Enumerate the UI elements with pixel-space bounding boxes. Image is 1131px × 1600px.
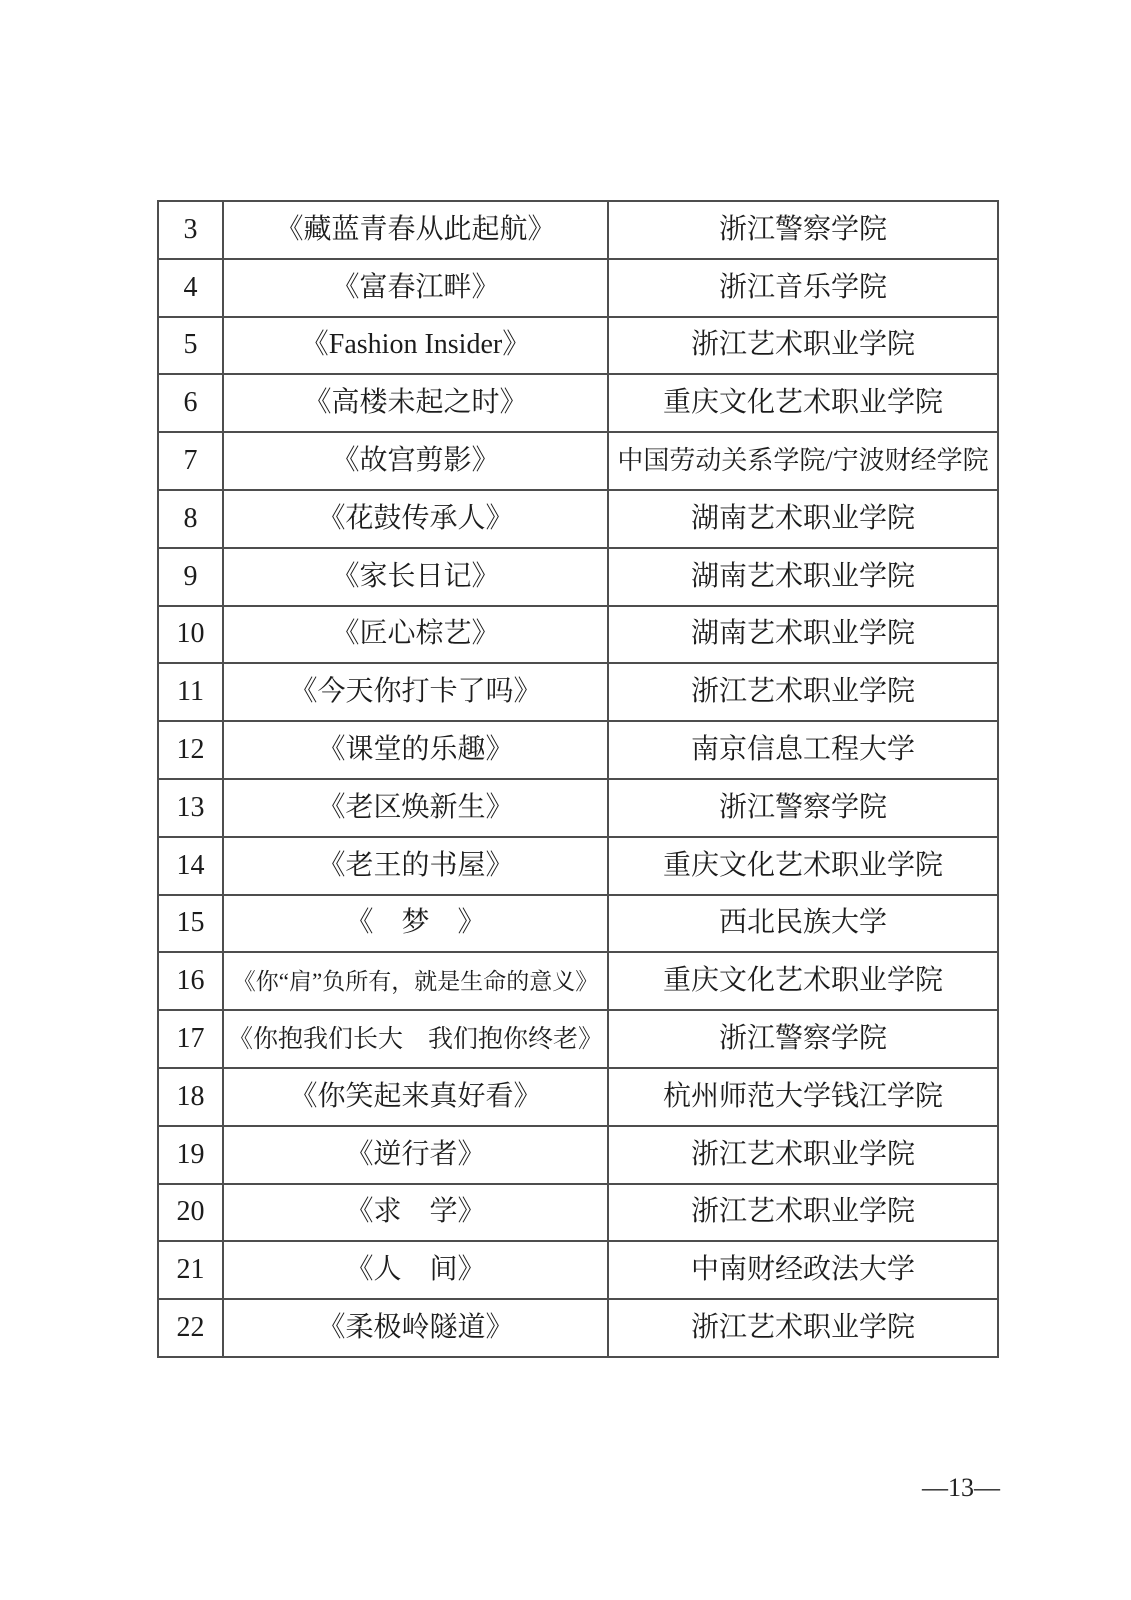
row-number-cell: 22 (158, 1299, 223, 1357)
row-number-cell: 8 (158, 490, 223, 548)
award-table (157, 200, 999, 1358)
table-row (158, 895, 998, 953)
work-title-cell: 《你笑起来真好看》 (223, 1068, 608, 1126)
school-cell: 浙江警察学院 (608, 779, 998, 837)
work-title-cell: 《课堂的乐趣》 (223, 721, 608, 779)
work-title-cell: 《高楼未起之时》 (223, 374, 608, 432)
row-number-cell: 10 (158, 606, 223, 664)
school-cell: 浙江音乐学院 (608, 259, 998, 317)
school-cell: 中国劳动关系学院/宁波财经学院 (608, 432, 998, 490)
row-number-cell: 17 (158, 1010, 223, 1068)
row-number-cell: 18 (158, 1068, 223, 1126)
school-cell: 湖南艺术职业学院 (608, 548, 998, 606)
row-number-cell: 15 (158, 895, 223, 953)
table-row (158, 1010, 998, 1068)
row-number-cell: 11 (158, 663, 223, 721)
table-row (158, 1068, 998, 1126)
table-row (158, 606, 998, 664)
work-title-cell: 《Fashion Insider》 (223, 317, 608, 375)
row-number-cell: 20 (158, 1184, 223, 1242)
row-number-cell: 3 (158, 201, 223, 259)
work-title-cell: 《藏蓝青春从此起航》 (223, 201, 608, 259)
work-title-cell: 《故宫剪影》 (223, 432, 608, 490)
table-row (158, 432, 998, 490)
table-row (158, 548, 998, 606)
work-title-cell: 《今天你打卡了吗》 (223, 663, 608, 721)
work-title-cell: 《求 学》 (223, 1184, 608, 1242)
row-number-cell: 9 (158, 548, 223, 606)
row-number-cell: 6 (158, 374, 223, 432)
school-cell: 重庆文化艺术职业学院 (608, 374, 998, 432)
work-title-cell: 《花鼓传承人》 (223, 490, 608, 548)
work-title-cell: 《逆行者》 (223, 1126, 608, 1184)
table-row (158, 663, 998, 721)
work-title-cell: 《柔极岭隧道》 (223, 1299, 608, 1357)
work-title-cell: 《你抱我们长大 我们抱你终老》 (223, 1010, 608, 1068)
school-cell: 重庆文化艺术职业学院 (608, 837, 998, 895)
work-title-cell: 《人 间》 (223, 1241, 608, 1299)
table-row (158, 779, 998, 837)
school-cell: 杭州师范大学钱江学院 (608, 1068, 998, 1126)
table-row (158, 1126, 998, 1184)
award-table-body (158, 201, 998, 1357)
school-cell: 西北民族大学 (608, 895, 998, 953)
row-number-cell: 19 (158, 1126, 223, 1184)
table-row (158, 201, 998, 259)
school-cell: 南京信息工程大学 (608, 721, 998, 779)
work-title-cell: 《你“肩”负所有，就是生命的意义》 (223, 952, 608, 1010)
school-cell: 浙江警察学院 (608, 201, 998, 259)
table-row (158, 490, 998, 548)
page-number: —13— (922, 1473, 1000, 1502)
row-number-cell: 5 (158, 317, 223, 375)
work-title-cell: 《富春江畔》 (223, 259, 608, 317)
row-number-cell: 14 (158, 837, 223, 895)
row-number-cell: 13 (158, 779, 223, 837)
table-row (158, 721, 998, 779)
table-row (158, 1184, 998, 1242)
table-row (158, 1299, 998, 1357)
work-title-cell: 《 梦 》 (223, 895, 608, 953)
table-row (158, 837, 998, 895)
school-cell: 浙江警察学院 (608, 1010, 998, 1068)
row-number-cell: 4 (158, 259, 223, 317)
table-row (158, 952, 998, 1010)
work-title-cell: 《匠心棕艺》 (223, 606, 608, 664)
school-cell: 中南财经政法大学 (608, 1241, 998, 1299)
row-number-cell: 7 (158, 432, 223, 490)
table-row (158, 259, 998, 317)
work-title-cell: 《老区焕新生》 (223, 779, 608, 837)
school-cell: 浙江艺术职业学院 (608, 1126, 998, 1184)
school-cell: 浙江艺术职业学院 (608, 1184, 998, 1242)
school-cell: 浙江艺术职业学院 (608, 663, 998, 721)
table-row (158, 1241, 998, 1299)
school-cell: 重庆文化艺术职业学院 (608, 952, 998, 1010)
work-title-cell: 《家长日记》 (223, 548, 608, 606)
row-number-cell: 16 (158, 952, 223, 1010)
table-row (158, 317, 998, 375)
school-cell: 湖南艺术职业学院 (608, 606, 998, 664)
school-cell: 浙江艺术职业学院 (608, 1299, 998, 1357)
row-number-cell: 12 (158, 721, 223, 779)
row-number-cell: 21 (158, 1241, 223, 1299)
work-title-cell: 《老王的书屋》 (223, 837, 608, 895)
table-row (158, 374, 998, 432)
school-cell: 湖南艺术职业学院 (608, 490, 998, 548)
school-cell: 浙江艺术职业学院 (608, 317, 998, 375)
